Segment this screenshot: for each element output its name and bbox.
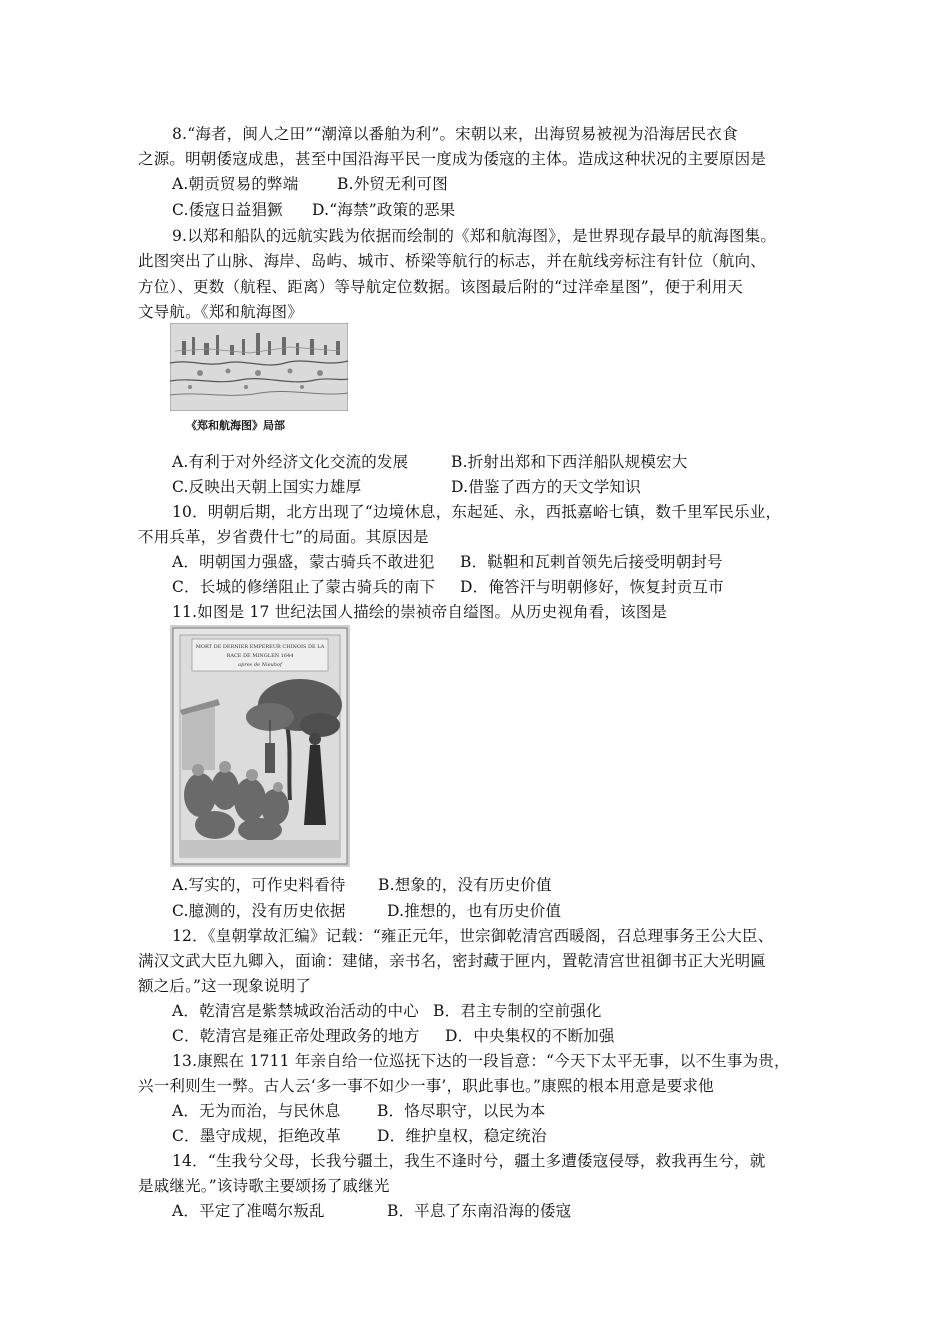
q9-stem-line3: 方位）、更数（航程、距离）等导航定位数据。该图最后附的“过洋牵星图”，便于利用天 (138, 278, 744, 296)
q14-option-a: A．平定了准噶尔叛乱 (172, 1202, 325, 1220)
q10-option-b: B．鞑靼和瓦剌首领先后接受明朝封号 (460, 553, 723, 571)
q8-stem-line1: 8.“海者，闽人之田”“潮漳以番舶为利”。宋朝以来，出海贸易被视为沿海居民衣食 (172, 125, 738, 143)
engraving-title-line3: apres de Nieuhof (238, 662, 282, 668)
q10-stem-line1: 10．明朝后期，北方出现了“边境休息，东起延、永，西抵嘉峪七镇，数千里军民乐业， (172, 503, 782, 521)
q13-stem-line2: 兴一利则生一弊。古人云‘多一事不如少一事’，职此事也。”康熙的根本用意是要求他 (138, 1077, 714, 1095)
q8-stem-line2: 之源。明朝倭寇成患，甚至中国沿海平民一度成为倭寇的主体。造成这种状况的主要原因是 (138, 150, 767, 168)
q11-stem-line1: 11.如图是 17 世纪法国人描绘的崇祯帝自缢图。从历史视角看，该图是 (172, 603, 668, 621)
q9-stem-line4: 文导航。《郑和航海图》 (138, 303, 303, 321)
q9-option-b: B.折射出郑和下西洋船队规模宏大 (451, 453, 688, 471)
q11-option-c: C.臆测的，没有历史依据 (172, 902, 346, 920)
q11-option-a: A.写实的，可作史料看待 (172, 876, 346, 894)
q10-stem-line2: 不用兵革，岁省费什七”的局面。其原因是 (138, 528, 429, 546)
q12-stem-line3: 额之后。”这一现象说明了 (138, 977, 312, 995)
zhenghe-map-image (170, 323, 348, 411)
engraving-title-line2: RACE DE MINGLEN 1644 (226, 653, 294, 659)
q9-option-d: D.借鉴了西方的天文学知识 (451, 478, 641, 496)
q9-stem-line1: 9.以郑和船队的远航实践为依据而绘制的《郑和航海图》，是世界现存最早的航海图集。 (172, 227, 777, 245)
q14-option-b: B．平息了东南沿海的倭寇 (387, 1202, 572, 1220)
q12-stem-line1: 12．《皇朝掌故汇编》记载：“雍正元年，世宗御乾清宫西暖阁，召总理事务王公大臣、 (172, 927, 774, 945)
q13-option-d: D．维护皇权，稳定统治 (377, 1127, 547, 1145)
q9-option-c: C.反映出天朝上国实力雄厚 (172, 478, 362, 496)
q12-option-b: B．君主专制的空前强化 (433, 1002, 602, 1020)
q8-option-c: C.倭寇日益猖獗 (172, 201, 283, 219)
zhenghe-map-caption: 《郑和航海图》局部 (186, 419, 285, 432)
q13-option-a: A．无为而治，与民休息 (172, 1102, 341, 1120)
chongzhen-engraving-image (170, 625, 350, 867)
q12-option-a: A．乾清宫是紫禁城政治活动的中心 (172, 1002, 419, 1020)
q8-option-b: B.外贸无利可图 (337, 175, 448, 193)
q14-stem-line2: 是戚继光。”该诗歌主要颂扬了戚继光 (138, 1177, 390, 1195)
q11-option-d: D.推想的，也有历史价值 (387, 902, 562, 920)
q11-option-b: B.想象的，没有历史价值 (378, 876, 552, 894)
q10-option-a: A．明朝国力强盛，蒙古骑兵不敢进犯 (172, 553, 435, 571)
q13-option-c: C．墨守成规，拒绝改革 (172, 1127, 342, 1145)
q12-option-d: D．中央集权的不断加强 (445, 1027, 615, 1045)
q13-stem-line1: 13.康熙在 1711 年亲自给一位巡抚下达的一段旨意：“今天下太平无事，以不生事为贵， (172, 1052, 790, 1070)
q8-option-a: A.朝贡贸易的弊端 (172, 175, 299, 193)
q8-option-d: D.“海禁”政策的恶果 (312, 201, 456, 219)
q12-stem-line2: 满汉文武大臣九卿入，面谕：建储，亲书名，密封藏于匣内，置乾清宫世祖御书正大光明匾 (138, 952, 767, 970)
q10-option-d: D．俺答汗与明朝修好，恢复封贡互市 (460, 578, 724, 596)
engraving-title-line1: MORT DE DERNIER EMPEREUR CHINOIS DE LA (195, 644, 325, 650)
q9-stem-line2: 此图突出了山脉、海岸、岛屿、城市、桥梁等航行的标志，并在航线旁标注有针位（航向、 (138, 252, 767, 270)
q13-option-b: B．恪尽职守，以民为本 (377, 1102, 546, 1120)
q9-option-a: A.有利于对外经济文化交流的发展 (172, 453, 409, 471)
q12-option-c: C．乾清宫是雍正帝处理政务的地方 (172, 1027, 420, 1045)
q14-stem-line1: 14．“生我兮父母，长我兮疆土，我生不逢时兮，疆土多遭倭寇侵辱，救我再生兮，就 (172, 1152, 766, 1170)
q10-option-c: C．长城的修缮阻止了蒙古骑兵的南下 (172, 578, 436, 596)
